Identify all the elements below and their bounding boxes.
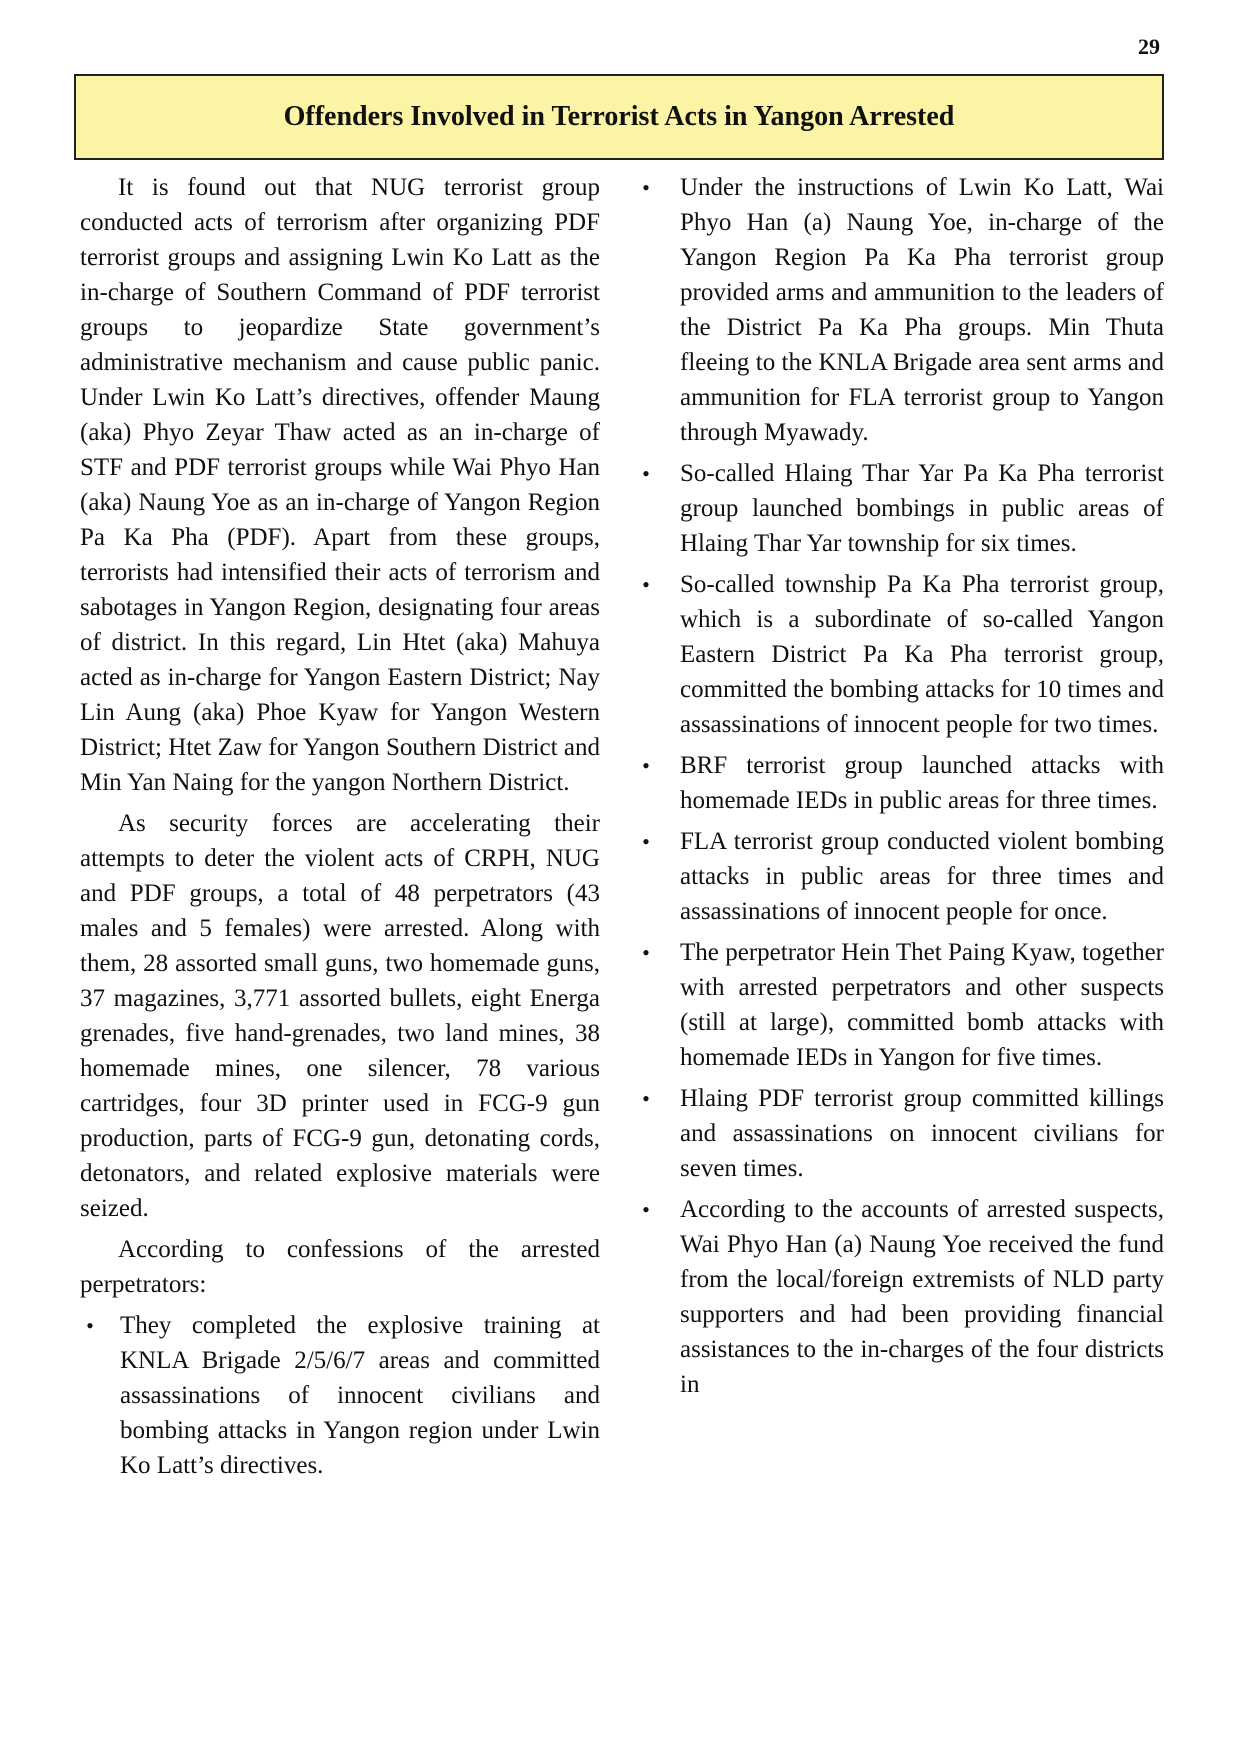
list-item	[636, 456, 1164, 561]
left-column	[80, 170, 600, 1489]
list-item	[636, 748, 1164, 818]
bullet-icon: •	[642, 1086, 650, 1111]
list-item	[636, 935, 1164, 1075]
paragraph-confessions: According to confessions of the arrested perpetrators:	[80, 1236, 600, 1298]
paragraph-arrests: As security forces are accelerating their attempts to deter the violent acts of CRPH, NUG and PDF groups, a total of 48 perpetrators (43 males and 5 females) were arrested. Along with them, 28 assorted small guns, two homemade guns, 37 magazines, 3,771 assorted bullets, eight Energa grenades, five hand-grenades, two land mines, 38 homemade mines, one silencer, 78 various cartridges, four 3D printer used in FCG-9 gun production, parts of FCG-9 gun, detonating cords, detonators, and related explosive materials were seized.	[80, 810, 600, 1222]
bullet-icon: •	[642, 461, 650, 486]
list-item-text: So-called township Pa Ka Pha terrorist group, which is a subordinate of so-called Yangon Eastern District Pa Ka Pha terrorist group, committed the bombing attacks for 10 times and assassinations of innocent people for two times.	[680, 571, 1164, 738]
bullet-icon: •	[642, 753, 650, 778]
bullet-icon: •	[86, 1313, 94, 1338]
list-item	[636, 567, 1164, 742]
list-item	[636, 1081, 1164, 1186]
list-item-text: Hlaing PDF terrorist group committed killings and assassinations on innocent civilians for seven times.	[680, 1085, 1164, 1182]
bullet-icon: •	[642, 1197, 650, 1222]
right-bullet-list	[636, 170, 1164, 1402]
right-column	[636, 170, 1164, 1408]
list-item	[80, 1308, 600, 1483]
page-title: Offenders Involved in Terrorist Acts in Yangon Arrested	[283, 101, 955, 132]
bullet-icon: •	[642, 829, 650, 854]
bullet-icon: •	[642, 940, 650, 965]
list-item-text: Under the instructions of Lwin Ko Latt, Wai Phyo Han (a) Naung Yoe, in-charge of the Yangon Region Pa Ka Pha terrorist group provided arms and ammunition to the leaders of the District Pa Ka Pha groups. Min Thuta fleeing to the KNLA Brigade area sent arms and ammunition for FLA terrorist group to Yangon through Myawady.	[680, 174, 1164, 446]
list-item	[636, 170, 1164, 450]
page-number: 29	[1138, 34, 1160, 59]
bullet-icon: •	[642, 175, 650, 200]
list-item	[636, 824, 1164, 929]
list-item-text: FLA terrorist group conducted violent bombing attacks in public areas for three times and assassinations of innocent people for once.	[680, 828, 1164, 925]
list-item-text: BRF terrorist group launched attacks with homemade IEDs in public areas for three times.	[680, 752, 1164, 814]
left-bullet-list	[80, 1308, 600, 1483]
list-item-text: The perpetrator Hein Thet Paing Kyaw, together with arrested perpetrators and other suspects (still at large), committed bomb attacks with homemade IEDs in Yangon for five times.	[680, 939, 1164, 1071]
bullet-icon: •	[642, 572, 650, 597]
title-box	[74, 74, 1164, 160]
list-item	[636, 1192, 1164, 1402]
list-item-text: According to the accounts of arrested suspects, Wai Phyo Han (a) Naung Yoe received the fund from the local/foreign extremists of NLD party supporters and had been providing financial assistances to the in-charges of the four districts in	[680, 1196, 1164, 1398]
list-item-text: So-called Hlaing Thar Yar Pa Ka Pha terrorist group launched bombings in public areas of Hlaing Thar Yar township for six times.	[680, 460, 1164, 557]
list-item-text: They completed the explosive training at KNLA Brigade 2/5/6/7 areas and committed assassinations of innocent civilians and bombing attacks in Yangon region under Lwin Ko Latt’s directives.	[120, 1312, 600, 1479]
paragraph-intro: It is found out that NUG terrorist group conducted acts of terrorism after organizing PDF terrorist groups and assigning Lwin Ko Latt as the in-charge of Southern Command of PDF terrorist groups to jeopardize State government’s administrative mechanism and cause public panic. Under Lwin Ko Latt’s directives, offender Maung (aka) Phyo Zeyar Thaw acted as an in-charge of STF and PDF terrorist groups while Wai Phyo Han (aka) Naung Yoe as an in-charge of Yangon Region Pa Ka Pha (PDF). Apart from these groups, terrorists had intensified their acts of terrorism and sabotages in Yangon Region, designating four areas of district. In this regard, Lin Htet (aka) Mahuya acted as in-charge for Yangon Eastern District; Nay Lin Aung (aka) Phoe Kyaw for Yangon Western District; Htet Zaw for Yangon Southern District and Min Yan Naing for the yangon Northern District.	[80, 174, 600, 796]
